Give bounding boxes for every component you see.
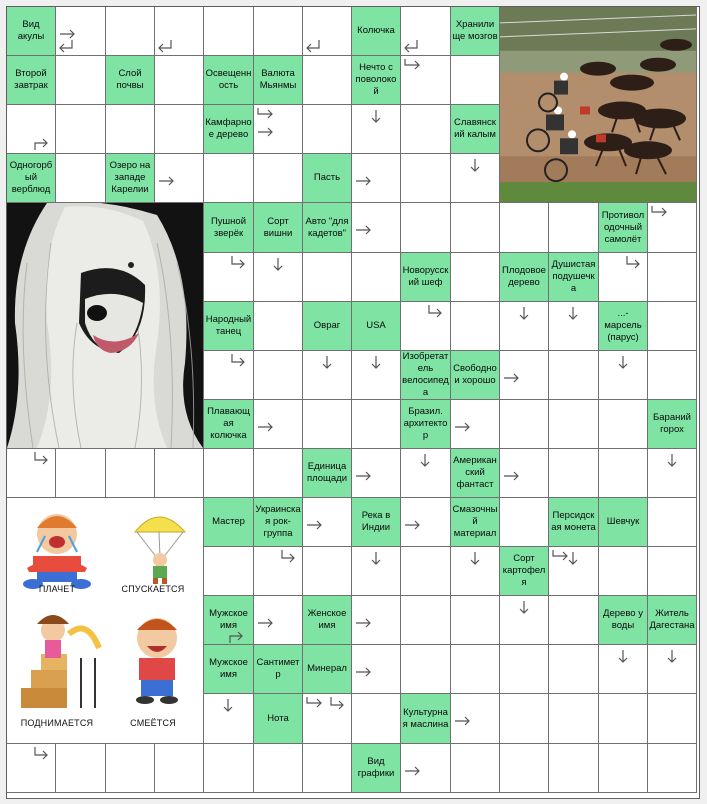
clue-cell: Минерал	[303, 645, 352, 694]
answer-cell[interactable]	[303, 547, 352, 596]
arrow-right-icon	[404, 764, 422, 778]
arrow-right-icon	[355, 174, 373, 188]
clue-cell: Женское имя	[303, 596, 352, 645]
arrow-down-icon	[271, 257, 285, 273]
arrow-right-icon	[257, 125, 275, 139]
answer-cell[interactable]	[155, 449, 204, 498]
answer-cell[interactable]	[254, 449, 303, 498]
kid-label-descending: СПУСКАЕТСЯ	[121, 584, 185, 594]
clue-cell: Персидская монета	[549, 498, 599, 547]
clue-cell: Нечто с поволокой	[352, 56, 401, 105]
clue-cell: Озеро на западе Карелии	[106, 154, 155, 203]
clue-cell: Культурная маслина	[401, 694, 451, 744]
arrow-down-icon	[665, 649, 679, 665]
clue-cell: Нота	[254, 694, 303, 744]
answer-cell[interactable]	[549, 596, 599, 645]
answer-cell[interactable]	[549, 351, 599, 400]
answer-cell[interactable]	[303, 56, 352, 105]
answer-cell[interactable]	[352, 253, 401, 302]
clue-cell: Народный танец	[204, 302, 254, 351]
answer-cell[interactable]	[401, 596, 451, 645]
answer-cell[interactable]	[303, 744, 352, 793]
arrow-right-icon	[355, 469, 373, 483]
clue-cell: Сорт картофеля	[500, 547, 549, 596]
arrow-down-right-icon	[228, 353, 246, 367]
clue-cell: Противолодочный самолёт	[599, 203, 648, 253]
clue-cell: Хранилище мозгов	[451, 7, 500, 56]
arrow-down-icon	[616, 649, 630, 665]
arrow-down-icon	[369, 551, 383, 567]
answer-cell[interactable]	[254, 302, 303, 351]
arrow-right-top-icon	[551, 549, 569, 563]
answer-cell[interactable]	[352, 400, 401, 449]
arrow-down-icon	[418, 453, 432, 469]
arrow-down-right-icon	[31, 746, 49, 760]
answer-cell[interactable]	[599, 449, 648, 498]
answer-cell[interactable]	[500, 498, 549, 547]
answer-cell[interactable]	[451, 596, 500, 645]
answer-cell[interactable]	[204, 547, 254, 596]
clue-cell: ...-марсель (парус)	[599, 302, 648, 351]
clue-cell: Шевчук	[599, 498, 648, 547]
arrow-up-right-icon	[31, 137, 49, 151]
arrow-down-right-icon	[327, 696, 345, 710]
clue-cell: Сантиметр	[254, 645, 303, 694]
answer-cell[interactable]	[303, 105, 352, 154]
arrow-down-icon	[320, 355, 334, 371]
answer-cell[interactable]	[451, 744, 500, 793]
arrow-down-icon	[369, 355, 383, 371]
clue-cell: Вид графики	[352, 744, 401, 793]
kids-verbs-picture	[7, 498, 204, 744]
clue-cell: Одногорбый верблюд	[7, 154, 56, 203]
clue-cell: Авто "для кадетов"	[303, 203, 352, 253]
answer-cell[interactable]	[401, 547, 451, 596]
kid-label-ascending: ПОДНИМАЕТСЯ	[20, 718, 94, 728]
clue-cell: Вид акулы	[7, 7, 56, 56]
arrow-right-top-icon	[650, 205, 668, 219]
answer-cell[interactable]	[155, 105, 204, 154]
clue-cell: Колючка	[352, 7, 401, 56]
arrow-left-bottom-icon	[157, 39, 175, 53]
clue-cell: Новорусский шеф	[401, 253, 451, 302]
answer-cell[interactable]	[500, 744, 549, 793]
answer-cell[interactable]	[56, 154, 106, 203]
arrow-down-icon	[517, 306, 531, 322]
clue-cell: Камфарное дерево	[204, 105, 254, 154]
answer-cell[interactable]	[500, 400, 549, 449]
arrow-down-icon	[616, 355, 630, 371]
answer-cell[interactable]	[401, 203, 451, 253]
answer-cell[interactable]	[106, 744, 155, 793]
answer-cell[interactable]	[648, 351, 697, 400]
answer-cell[interactable]	[648, 694, 697, 744]
clue-cell: Плодовое дерево	[500, 253, 549, 302]
clue-cell: Пушной зверёк	[204, 203, 254, 253]
answer-cell[interactable]	[56, 744, 106, 793]
arrow-right-icon	[158, 174, 176, 188]
arrow-down-right-icon	[425, 304, 443, 318]
clue-cell: Овраг	[303, 302, 352, 351]
arrow-down-right-icon	[623, 255, 641, 269]
answer-cell[interactable]	[648, 547, 697, 596]
answer-cell[interactable]	[549, 744, 599, 793]
answer-cell[interactable]	[254, 744, 303, 793]
arrow-left-bottom-icon	[403, 39, 421, 53]
answer-cell[interactable]	[303, 253, 352, 302]
answer-cell[interactable]	[648, 744, 697, 793]
clue-cell: Бараний горох	[648, 400, 697, 449]
clue-cell: Мужское имя	[204, 596, 254, 645]
laughing-kid-icon	[136, 618, 178, 704]
answer-cell[interactable]	[451, 645, 500, 694]
answer-cell[interactable]	[500, 694, 549, 744]
answer-cell[interactable]	[549, 203, 599, 253]
clue-cell: Дерево у воды	[599, 596, 648, 645]
answer-cell[interactable]	[599, 694, 648, 744]
arrow-right-icon	[355, 616, 373, 630]
answer-cell[interactable]	[401, 645, 451, 694]
arrow-right-icon	[306, 518, 324, 532]
clue-cell: Душистая подушечка	[549, 253, 599, 302]
answer-cell[interactable]	[56, 56, 106, 105]
clue-cell: Слой почвы	[106, 56, 155, 105]
clue-cell: Второй завтрак	[7, 56, 56, 105]
answer-cell[interactable]	[451, 203, 500, 253]
arrow-down-icon	[517, 600, 531, 616]
clue-cell: Житель Дагестана	[648, 596, 697, 645]
answer-cell[interactable]	[254, 351, 303, 400]
clue-cell: Сорт вишни	[254, 203, 303, 253]
clue-cell: Свободно и хорошо	[451, 351, 500, 400]
answer-cell[interactable]	[648, 253, 697, 302]
arrow-down-icon	[665, 453, 679, 469]
arrow-right-top-icon	[403, 58, 421, 72]
arrow-right-icon	[257, 616, 275, 630]
answer-cell[interactable]	[352, 694, 401, 744]
clue-cell: Единица площади	[303, 449, 352, 498]
arrow-left-bottom-icon	[58, 39, 76, 53]
answer-cell[interactable]	[303, 400, 352, 449]
clue-cell: Освещенность	[204, 56, 254, 105]
arrow-down-icon	[566, 306, 580, 322]
answer-cell[interactable]	[451, 56, 500, 105]
arrow-right-icon	[355, 223, 373, 237]
answer-cell[interactable]	[106, 7, 155, 56]
answer-cell[interactable]	[204, 744, 254, 793]
answer-cell[interactable]	[599, 400, 648, 449]
clue-cell: USA	[352, 302, 401, 351]
answer-cell[interactable]	[155, 744, 204, 793]
answer-cell[interactable]	[648, 498, 697, 547]
clue-cell: Украинская рок-группа	[254, 498, 303, 547]
arrow-right-icon	[257, 420, 275, 434]
clue-cell: Река в Индии	[352, 498, 401, 547]
answer-cell[interactable]	[549, 694, 599, 744]
clue-cell: Смазочный материал	[451, 498, 500, 547]
arrow-left-bottom-icon	[305, 39, 323, 53]
clue-cell: Валюта Мьянмы	[254, 56, 303, 105]
answer-cell[interactable]	[401, 105, 451, 154]
answer-cell[interactable]	[56, 449, 106, 498]
arrow-down-right-icon	[31, 451, 49, 465]
clue-cell: Славянский калым	[451, 105, 500, 154]
answer-cell[interactable]	[549, 449, 599, 498]
answer-cell[interactable]	[204, 154, 254, 203]
answer-cell[interactable]	[451, 302, 500, 351]
arrow-down-icon	[468, 158, 482, 174]
answer-cell[interactable]	[549, 645, 599, 694]
arrow-right-top-icon	[305, 696, 323, 710]
answer-cell[interactable]	[106, 105, 155, 154]
arrow-right-icon	[355, 665, 373, 679]
clue-cell: Пасть	[303, 154, 352, 203]
arrow-down-icon	[221, 698, 235, 714]
answer-cell[interactable]	[401, 154, 451, 203]
harness-racing-photo	[500, 7, 697, 203]
clue-cell: Изобретатель велосипеда	[401, 351, 451, 400]
answer-cell[interactable]	[56, 105, 106, 154]
clue-cell: Мастер	[204, 498, 254, 547]
kid-label-laughing: СМЕЁТСЯ	[130, 718, 176, 728]
kid-label-crying: ПЛАЧЕТ	[38, 584, 76, 594]
arrow-right-icon	[454, 714, 472, 728]
arrow-down-icon	[369, 109, 383, 125]
answer-cell[interactable]	[500, 645, 549, 694]
answer-cell[interactable]	[500, 203, 549, 253]
answer-cell[interactable]	[549, 400, 599, 449]
answer-cell[interactable]	[254, 154, 303, 203]
answer-cell[interactable]	[451, 253, 500, 302]
answer-cell[interactable]	[204, 7, 254, 56]
arrow-down-icon	[468, 551, 482, 567]
arrow-right-icon	[404, 518, 422, 532]
answer-cell[interactable]	[106, 449, 155, 498]
clue-cell: Плавающая колючка	[204, 400, 254, 449]
arrow-right-icon	[503, 371, 521, 385]
arrow-down-right-icon	[278, 549, 296, 563]
arrow-up-right-low-icon	[226, 630, 244, 644]
answer-cell[interactable]	[155, 56, 204, 105]
answer-cell[interactable]	[204, 449, 254, 498]
answer-cell[interactable]	[254, 7, 303, 56]
answer-cell[interactable]	[648, 302, 697, 351]
arrow-down-right-icon	[228, 255, 246, 269]
answer-cell[interactable]	[599, 547, 648, 596]
clue-cell: Американский фантаст	[451, 449, 500, 498]
arrow-right-top-icon	[256, 107, 274, 121]
answer-cell[interactable]	[599, 744, 648, 793]
arrow-right-icon	[503, 469, 521, 483]
clue-cell: Мужское имя	[204, 645, 254, 694]
arrow-right-icon	[454, 420, 472, 434]
clue-cell: Бразил. архитектор	[401, 400, 451, 449]
afghan-hound-photo	[7, 203, 204, 449]
